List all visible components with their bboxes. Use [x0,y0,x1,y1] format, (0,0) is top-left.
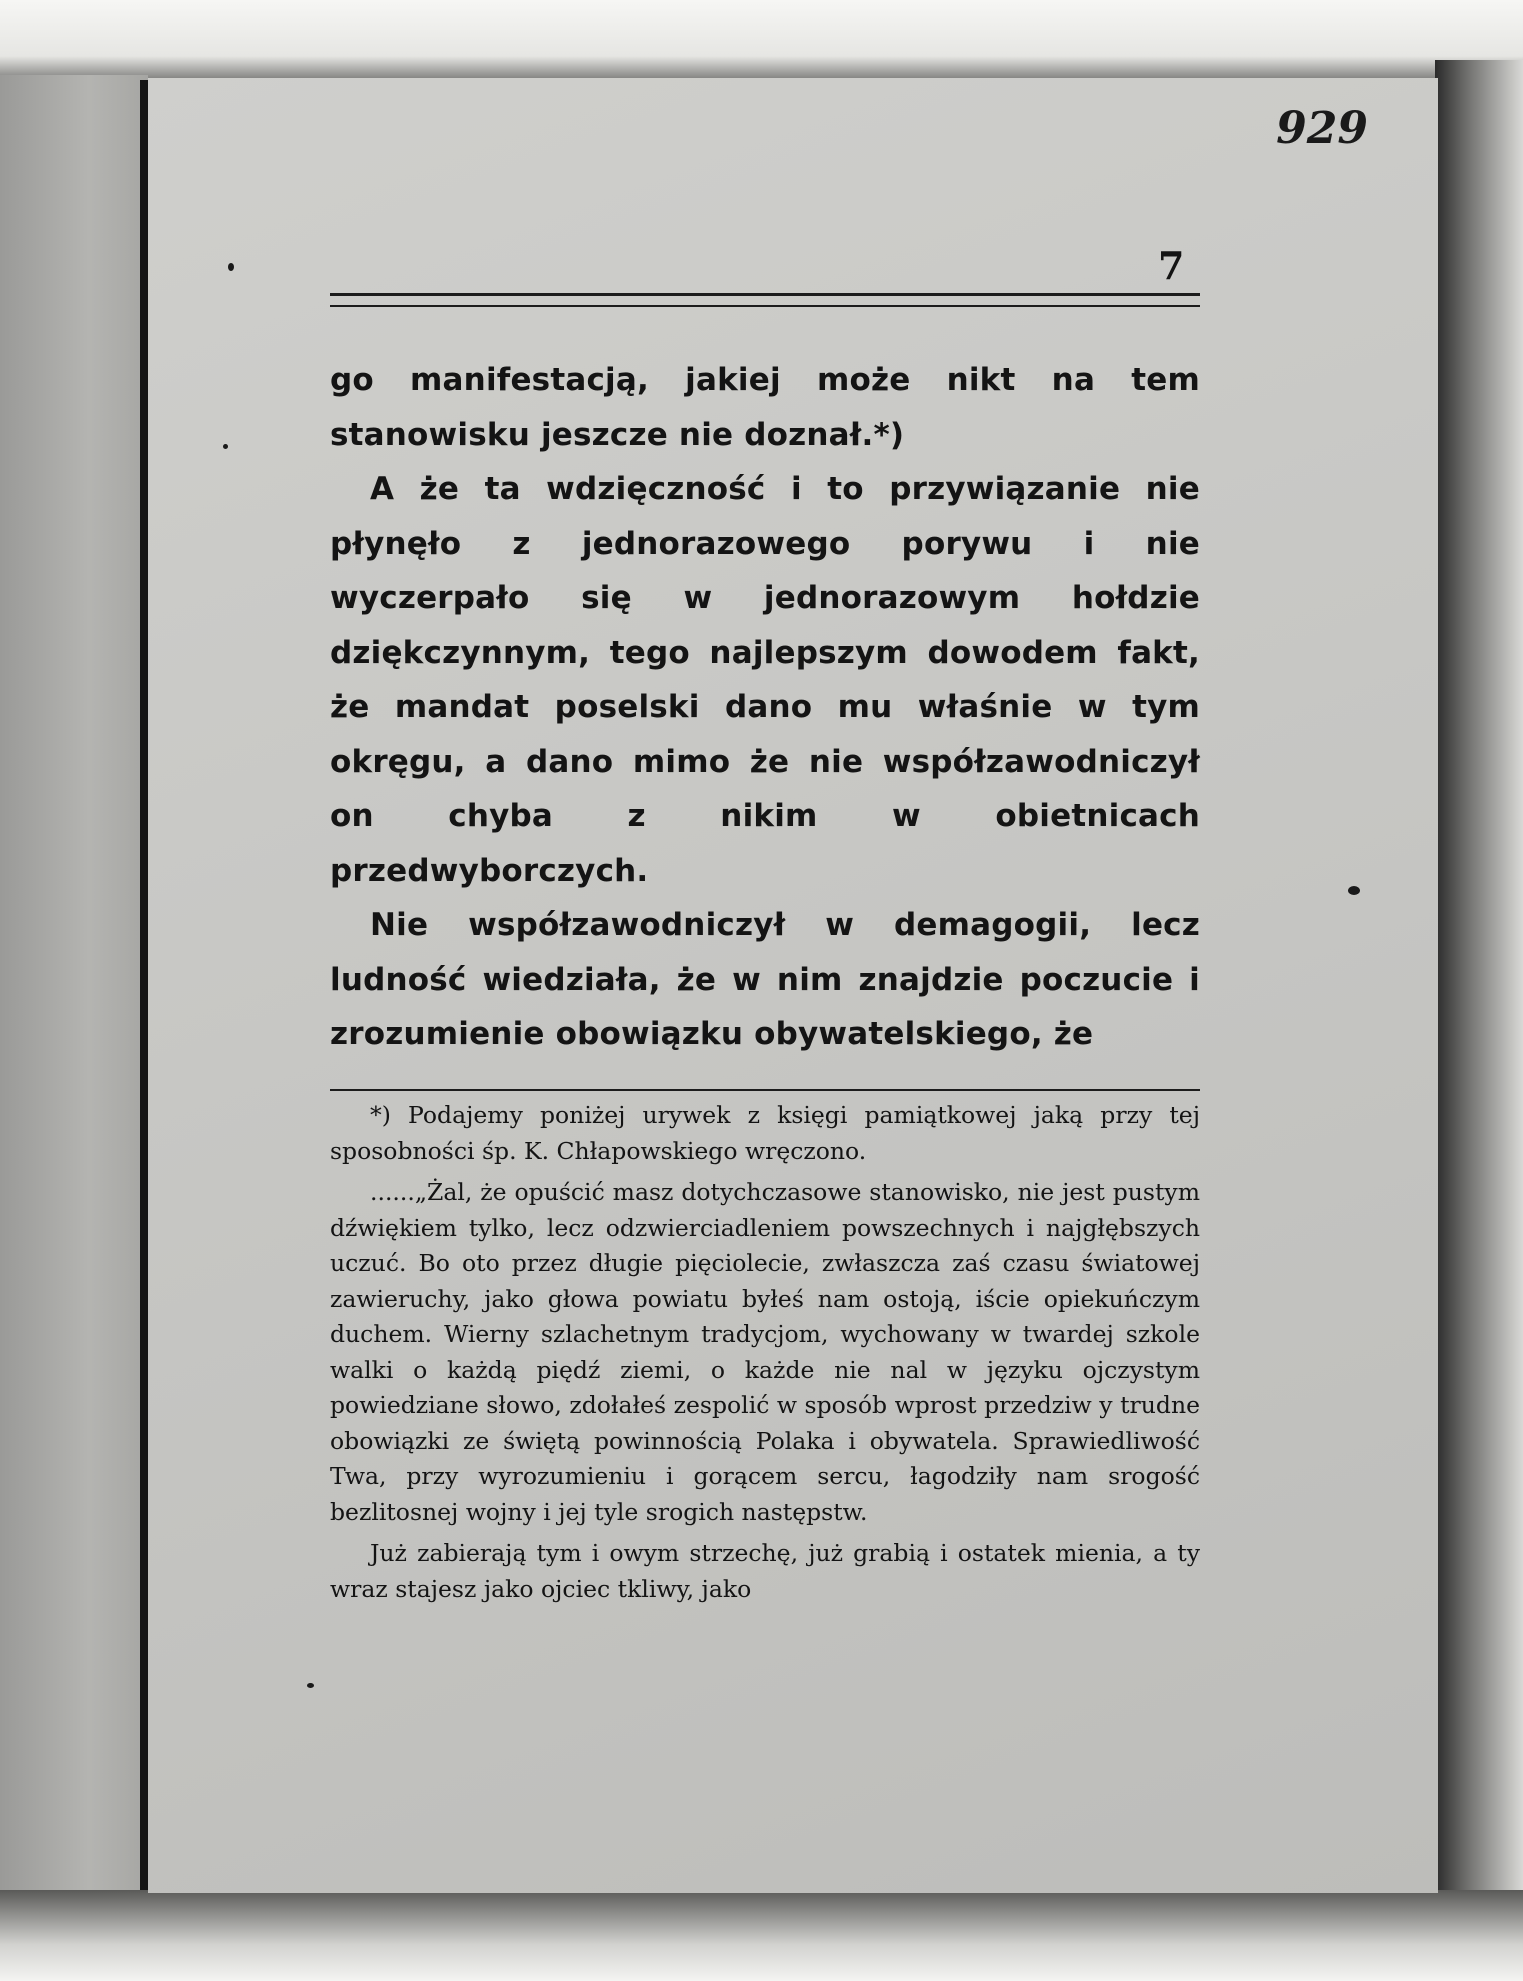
footnote-rule [330,1089,1200,1091]
body-text [330,353,1200,1062]
top-shadow [0,0,1523,80]
book-page [148,78,1438,1893]
paragraph: Nie współzawodniczył w demagogii, lecz ludność wiedziała, że w nim znajdzie poczucie i zrozumienie obowiązku obywatelskiego, że [330,907,1200,1052]
header-double-rule [330,293,1200,307]
archive-number: 929 [1276,103,1368,154]
footnote-intro: *) Podajemy poniżej urywek z księgi pamiątkowej jaką przy tej sposobności śp. K. Chłapowskiego wręczono. [330,1101,1200,1165]
dust-speck [307,1683,314,1688]
dust-speck [228,263,234,271]
page-number: 7 [1158,243,1185,288]
footnote-quote: ......„Żal, że opuścić masz dotychczasowe stanowisko, nie jest pustym dźwiękiem tylko, lecz odzwierciadleniem powszechnych i najgłębszych uczuć. Bo oto przez długie pięciolecie, zwłaszcza zaś czasu światowej zawieruchy, jako głowa powiatu byłeś nam ostoją, iście opiekuńczym duchem. Wierny szlachetnym tradycjom, wychowany w twardej szkole walki o każdą piędź ziemi, o każde nie nal w języku ojczystym powiedziane słowo, zdołałeś zespolić w sposób wprost przedziw y trudne obowiązki ze świętą powinnością Polaka i obywatela. Sprawiedliwość Twa, przy wyrozumieniu i gorącem sercu, łagodziły nam srogość bezlitosnej wojny i jej tyle srogich następstw. [330,1178,1200,1526]
dust-speck [1348,886,1360,895]
right-shadow [1435,60,1523,1890]
left-page-edge [0,75,148,1895]
paragraph: A że ta wdzięczność i to przywiązanie nie płynęło z jednorazowego porywu i nie wyczerpało się w jednorazowym hołdzie dziękczynnym, tego najlepszym dowodem fakt, że mandat poselski dano mu właśnie w tym okręgu, a dano mimo że nie współzawodniczył on chyba z nikim w obietnicach przedwyborczych. [330,471,1200,889]
footnote-quote-continued: Już zabierają tym i owym strzechę, już grabią i ostatek mienia, a ty wraz stajesz jako ojciec tkliwy, jako [330,1539,1200,1603]
book-spine [140,80,148,1895]
bottom-edge [0,1890,1523,1981]
paragraph: go manifestacją, jakiej może nikt na tem stanowisku jeszcze nie doznał.*) [330,362,1200,453]
footnotes [330,1098,1200,1607]
dust-speck [223,444,228,449]
